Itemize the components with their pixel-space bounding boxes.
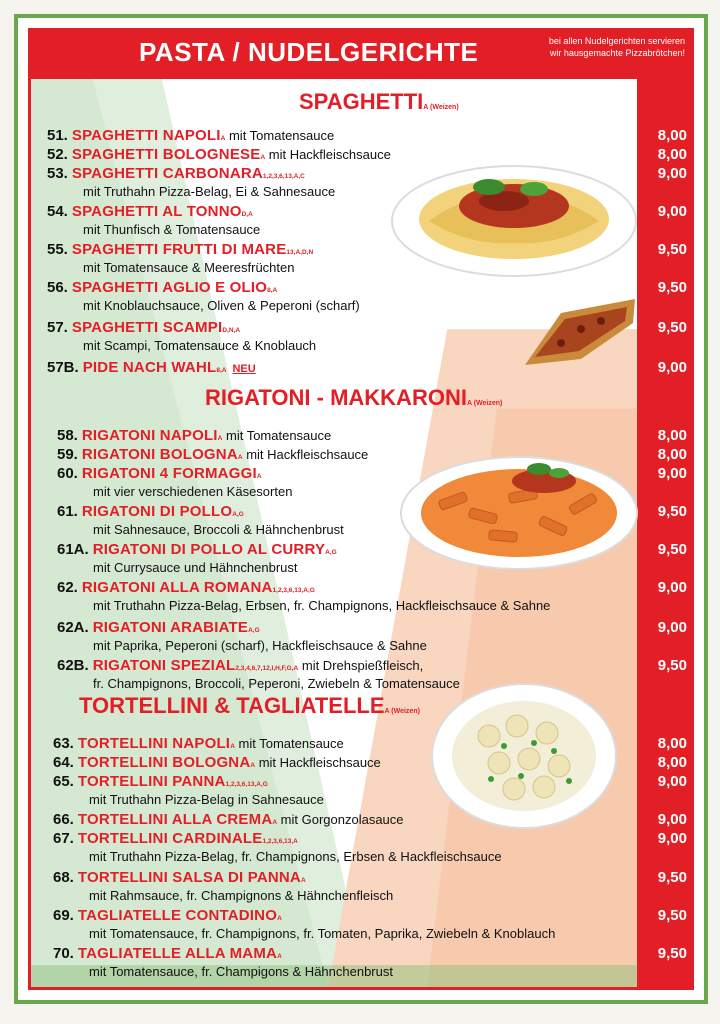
item-name: SPAGHETTI BOLOGNESE	[71, 146, 261, 163]
item-price: 9,00	[657, 203, 687, 220]
item-allergen-code: A	[237, 454, 243, 461]
item-allergen-code: D,N,A	[222, 327, 241, 334]
item-number: 62B.	[57, 657, 89, 674]
menu-item	[53, 811, 653, 832]
item-price: 8,00	[657, 754, 687, 771]
item-inline-description: mit Tomatensauce	[234, 736, 344, 751]
section-title	[299, 89, 459, 115]
item-name: TAGLIATELLE CONTADINO	[77, 907, 278, 924]
header-bar	[31, 31, 691, 79]
item-description: mit Truthahn Pizza-Belag, Ei & Sahnesauce	[83, 184, 336, 199]
item-allergen-code: A,G	[248, 627, 260, 634]
section-title-text: TORTELLINI & TAGLIATELLE	[79, 693, 385, 718]
item-number: 57B.	[47, 359, 79, 376]
item-allergen-code: 1,2,3,6,13,A,G	[272, 587, 315, 594]
item-allergen-code: A	[217, 435, 223, 442]
item-description: mit Truthahn Pizza-Belag, fr. Champignons, Erbsen & Hackfleischsauce	[89, 849, 502, 864]
item-number: 56.	[47, 279, 68, 296]
menu-item	[57, 465, 657, 486]
menu-frame	[28, 28, 694, 990]
section-allergen-note: A (Weizen)	[384, 708, 420, 715]
item-name: SPAGHETTI CARBONARA	[71, 165, 263, 182]
item-inline-description: mit Tomatensauce	[225, 128, 335, 143]
item-number: 55.	[47, 241, 68, 258]
item-inline-description: mit Tomatensauce	[222, 428, 332, 443]
item-number: 63.	[53, 735, 74, 752]
menu-item	[57, 541, 657, 562]
item-name: PIDE NACH WAHL	[82, 359, 217, 376]
item-number: 62A.	[57, 619, 89, 636]
item-number: 66.	[53, 811, 74, 828]
item-price: 9,50	[657, 319, 687, 336]
item-description: mit Currysauce und Hähnchenbrust	[93, 560, 298, 575]
item-price: 9,50	[657, 503, 687, 520]
menu-item	[53, 830, 653, 851]
item-allergen-code: A	[230, 743, 235, 750]
item-number: 54.	[47, 203, 68, 220]
menu-item	[47, 127, 647, 148]
menu-item	[53, 773, 653, 794]
item-allergen-code: A	[277, 953, 282, 960]
menu-item	[53, 735, 653, 756]
item-price: 9,50	[657, 945, 687, 962]
item-price: 8,00	[657, 427, 687, 444]
item-name: SPAGHETTI FRUTTI DI MARE	[71, 241, 287, 258]
page-title: PASTA / NUDELGERICHTE	[139, 37, 479, 67]
item-inline-description: mit Hackfleischsauce	[265, 147, 391, 162]
item-price: 9,50	[657, 657, 687, 674]
menu-item	[53, 869, 653, 890]
item-allergen-code: 13,A,D,N	[286, 249, 314, 256]
item-allergen-code: A,G	[232, 511, 244, 518]
menu-item	[53, 754, 653, 775]
item-price: 9,00	[657, 773, 687, 790]
menu-item	[57, 446, 657, 467]
menu-item	[57, 427, 657, 448]
item-number: 68.	[53, 869, 74, 886]
item-number: 64.	[53, 754, 74, 771]
item-number: 59.	[57, 446, 78, 463]
item-inline-description: mit Drehspießfleisch,	[298, 658, 424, 673]
item-number: 61.	[57, 503, 78, 520]
item-name: TORTELLINI SALSA DI PANNA	[77, 869, 301, 886]
item-description: mit Tomatensauce, fr. Champignons, fr. Tomaten, Paprika, Zwiebeln & Knoblauch	[89, 926, 556, 941]
item-price: 8,00	[657, 735, 687, 752]
item-number: 52.	[47, 146, 68, 163]
menu-item	[57, 503, 657, 524]
menu-item	[47, 279, 647, 300]
item-name: RIGATONI NAPOLI	[81, 427, 218, 444]
item-name: SPAGHETTI SCAMPI	[71, 319, 223, 336]
item-description: mit Tomatensauce & Meeresfrüchten	[83, 260, 295, 275]
item-name: SPAGHETTI AGLIO E OLIO	[71, 279, 268, 296]
item-description: mit Rahmsauce, fr. Champignons & Hähnchenfleisch	[89, 888, 394, 903]
item-price: 9,50	[657, 907, 687, 924]
item-name: RIGATONI DI POLLO AL CURRY	[92, 541, 326, 558]
item-price: 9,00	[657, 830, 687, 847]
section-title	[205, 385, 502, 411]
item-allergen-code: A	[260, 154, 266, 161]
item-description: fr. Champignons, Broccoli, Peperoni, Zwiebeln & Tomatensauce	[93, 676, 460, 691]
section-title-text: RIGATONI - MAKKARONI	[205, 385, 467, 410]
item-number: 53.	[47, 165, 68, 182]
section-title	[79, 693, 420, 719]
item-name: TORTELLINI CARDINALE	[77, 830, 263, 847]
menu-item	[57, 657, 657, 678]
item-name: RIGATONI BOLOGNA	[81, 446, 238, 463]
item-price: 9,00	[657, 465, 687, 482]
item-allergen-code: A	[250, 762, 256, 769]
item-inline-description: mit Gorgonzolasauce	[277, 812, 404, 827]
item-name: RIGATONI ALLA ROMANA	[81, 579, 273, 596]
item-price: 8,00	[657, 127, 687, 144]
section-allergen-note: A (Weizen)	[423, 104, 459, 111]
item-name: TORTELLINI BOLOGNA	[77, 754, 251, 771]
item-price: 9,00	[657, 811, 687, 828]
item-description: mit Truthahn Pizza-Belag in Sahnesauce	[89, 792, 324, 807]
menu-item	[47, 319, 647, 340]
item-price: 9,00	[657, 619, 687, 636]
item-number: 65.	[53, 773, 74, 790]
item-inline-description: mit Hackfleischsauce	[255, 755, 381, 770]
item-allergen-code: 1,2,3,6,13,A	[262, 838, 298, 845]
item-allergen-code: A	[272, 819, 278, 826]
menu-item	[47, 241, 647, 262]
item-name: RIGATONI 4 FORMAGGI	[81, 465, 257, 482]
item-number: 62.	[57, 579, 78, 596]
item-number: 57.	[47, 319, 68, 336]
item-number: 61A.	[57, 541, 89, 558]
new-badge: NEU	[232, 363, 256, 375]
item-allergen-code: 8,A	[267, 287, 278, 294]
item-name: TORTELLINI ALLA CREMA	[77, 811, 273, 828]
item-number: 70.	[53, 945, 74, 962]
item-description: mit Sahnesauce, Broccoli & Hähnchenbrust	[93, 522, 344, 537]
item-allergen-code: A	[277, 915, 282, 922]
item-allergen-code: D,A	[241, 211, 253, 218]
item-allergen-code: A	[220, 135, 226, 142]
item-name: RIGATONI SPEZIAL	[92, 657, 236, 674]
item-number: 51.	[47, 127, 68, 144]
item-name: TORTELLINI NAPOLI	[77, 735, 231, 752]
item-price: 8,00	[657, 146, 687, 163]
menu-item	[57, 579, 657, 600]
menu-item	[53, 945, 653, 966]
item-price: 9,50	[657, 541, 687, 558]
item-allergen-code: A	[256, 473, 262, 480]
item-allergen-code: 2,3,4,6,7,12,I,H,F,G,A	[235, 665, 299, 672]
item-number: 58.	[57, 427, 78, 444]
item-description: mit Tomatensauce, fr. Champigons & Hähnchenbrust	[89, 964, 393, 979]
menu-item	[47, 146, 647, 167]
menu-item	[47, 165, 647, 186]
item-price: 9,50	[657, 279, 687, 296]
item-allergen-code: 8,A	[216, 367, 227, 374]
item-allergen-code: A,G	[325, 549, 337, 556]
item-price: 8,00	[657, 446, 687, 463]
item-number: 69.	[53, 907, 74, 924]
item-number: 60.	[57, 465, 78, 482]
item-name: RIGATONI DI POLLO	[81, 503, 233, 520]
header-note: bei allen Nudelgerichten servieren wir hausgemachte Pizzabrötchen!	[548, 36, 685, 58]
item-name: SPAGHETTI NAPOLI	[71, 127, 221, 144]
item-price: 9,00	[657, 359, 687, 376]
menu-item	[57, 619, 657, 640]
item-price: 9,00	[657, 579, 687, 596]
item-name: RIGATONI ARABIATE	[92, 619, 249, 636]
menu-page	[14, 14, 708, 1004]
section-allergen-note: A (Weizen)	[466, 400, 503, 407]
item-name: SPAGHETTI AL TONNO	[71, 203, 242, 220]
item-description: mit Scampi, Tomatensauce & Knoblauch	[83, 338, 317, 353]
item-description: mit Thunfisch & Tomatensauce	[83, 222, 261, 237]
menu-item	[47, 203, 647, 224]
item-price: 9,50	[657, 241, 687, 258]
item-allergen-code: A	[300, 877, 306, 884]
menu-item	[47, 359, 647, 380]
section-title-text: SPAGHETTI	[299, 89, 424, 114]
item-name: TAGLIATELLE ALLA MAMA	[77, 945, 278, 962]
item-description: mit Knoblauchsauce, Oliven & Peperoni (scharf)	[83, 298, 360, 313]
item-description: mit Paprika, Peperoni (scharf), Hackfleischsauce & Sahne	[93, 638, 427, 653]
item-name: TORTELLINI PANNA	[77, 773, 226, 790]
item-description: mit vier verschiedenen Käsesorten	[93, 484, 293, 499]
item-number: 67.	[53, 830, 74, 847]
item-inline-description: mit Hackfleischsauce	[242, 447, 369, 462]
item-description: mit Truthahn Pizza-Belag, Erbsen, fr. Champignons, Hackfleischsauce & Sahne	[93, 598, 551, 613]
item-price: 9,00	[657, 165, 687, 182]
menu-item	[53, 907, 653, 928]
item-price: 9,50	[657, 869, 687, 886]
item-allergen-code: 1,2,3,6,13,A,C	[262, 173, 305, 180]
item-allergen-code: 1,2,3,6,13,A,G	[225, 781, 268, 788]
